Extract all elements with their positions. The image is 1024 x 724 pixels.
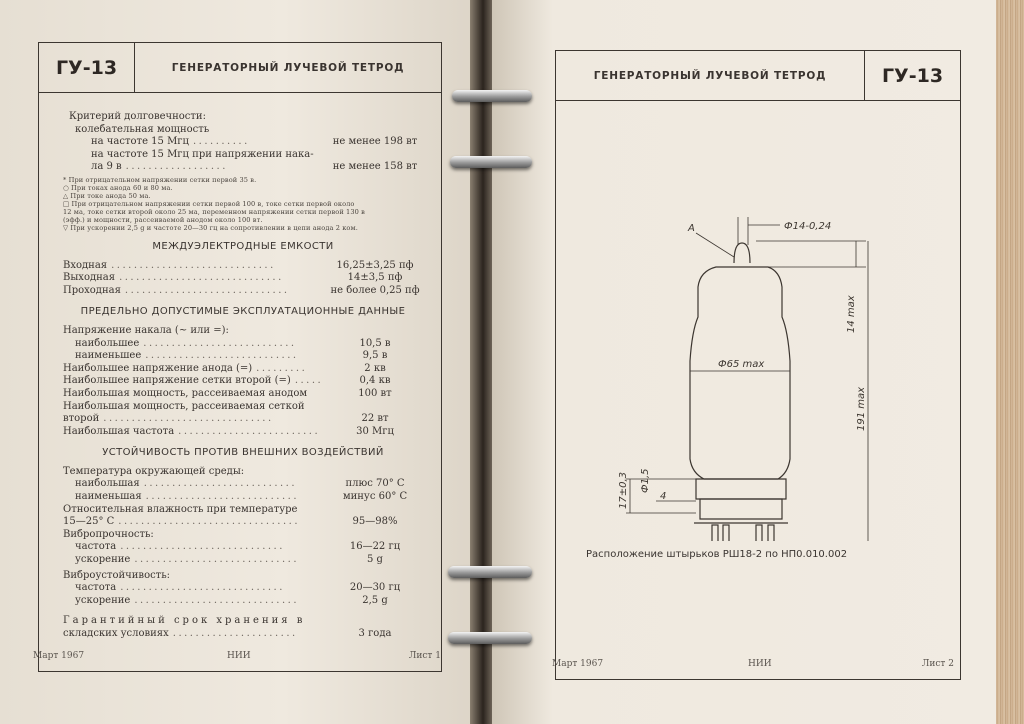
right-footer [552,651,960,671]
footnote: 12 ма, токе сетки второй около 25 ма, переменном напряжении сетки первой 130 в [63,207,365,216]
limit-row: Наибольшее напряжение сетки второй (=) ..... 0,4 кв [63,375,391,387]
left-header [39,43,441,93]
storage-label: Гарантийный срок хранения в [63,615,306,627]
stability-row: складских условиях ...................... 3 года [63,628,392,639]
footer-date: Март 1967 [33,651,85,661]
pin [723,525,729,541]
tube-base [696,479,786,499]
footnote: △ При токе анода 50 ма. [63,191,151,200]
vibration-strength-label: Вибропрочность: [63,528,154,540]
tube-code: ГУ-13 [864,51,960,101]
stability-row: наименьшая ........................... минус 60° С [75,491,408,503]
stability-row: наибольшая ........................... плюс 70° С [75,478,405,490]
dim-cap-label: Ф14-0,24 [784,221,832,232]
stability-row: частота ............................. 16—22 гц [75,541,401,553]
capacitance-row: Проходная ............................. не более 0,25 пф [63,284,420,296]
footnotes [63,176,423,232]
filament-label: Напряжение накала (~ или =): [63,324,229,336]
footnote: □ При отрицательном напряжении сетки первой 100 в, токе сетки первой около [63,199,355,208]
left-content [63,111,423,641]
left-page [0,0,474,724]
dim-base-label: 17±0,3 [618,471,629,509]
stability-heading: УСТОЙЧИВОСТЬ ПРОТИВ ВНЕШНИХ ВОЗДЕЙСТВИЙ [102,447,384,459]
durability-heading: Критерий долговечности: [69,111,206,122]
footnote: (эфф.) и мощности, рассеиваемой анодом около 100 вт. [63,215,263,224]
limit-row: Наибольшее напряжение анода (=) ......... 2 кв [63,362,386,374]
dim-bulb-label: Ф65 max [718,359,765,370]
limit-row: Наибольшая мощность, рассеиваемая анодом 100 вт [63,387,392,399]
dim-four-label: 4 [660,491,667,502]
temp-label: Температура окружающей среды: [63,465,245,477]
stability-row: частота ............................. 20—30 гц [75,582,401,594]
label-a: А [688,223,695,234]
left-footer [33,643,441,663]
footnote: * При отрицательном напряжении сетки первой 35 в. [63,175,257,184]
footnote: ▽ При ускорении 2,5 g и частоте 20—30 гц на сопротивлении в цепи анода 2 ком. [63,223,358,232]
limit-row: наименьшее ........................... 9,5 в [75,350,388,362]
durability-row-1: на частоте 15 Мгц .......... не менее 198 вт [91,136,418,148]
pin-layout-caption: Расположение штырьков РШ18-2 по НП0.010.002 [586,549,848,560]
pin [712,525,718,541]
durability-row-2b: ла 9 в .................. не менее 158 вт [91,161,418,173]
stability-row: 15—25° С ................................ 95—98% [63,516,398,528]
capacitance-heading: МЕЖДУЭЛЕКТРОДНЫЕ ЕМКОСТИ [152,240,334,252]
page-edges [996,0,1024,724]
footer-date: Март 1967 [552,659,604,669]
capacitance-row: Выходная ............................. 14±3,5 пф [63,272,403,284]
footer-sheet: Лист 2 [921,659,954,669]
stability-row: ускорение ............................. 2,5 g [75,594,388,606]
limit-row: наибольшее ........................... 10,5 в [75,337,391,349]
pin [756,525,762,541]
footer-org: НИИ [748,659,772,669]
binder-ring [450,156,532,168]
vibration-resistance-label: Виброустойчивость: [63,569,171,581]
dim-pin-label: Ф1,5 [640,468,651,493]
footer-org: НИИ [227,651,251,661]
right-page-frame [552,50,961,680]
page-title: ГЕНЕРАТОРНЫЙ ЛУЧЕВОЙ ТЕТРОД [593,70,827,82]
durability-row-2a: на частоте 15 Мгц при напряжении нака- [91,148,314,160]
tube-cap [734,243,750,263]
binder-ring [448,632,532,644]
tube-code: ГУ-13 [39,43,135,93]
footnote: ○ При токах анода 60 и 80 ма. [63,183,173,192]
dim-top-label: 14 max [846,295,857,333]
limits-heading: ПРЕДЕЛЬНО ДОПУСТИМЫЕ ЭКСПЛУАТАЦИОННЫЕ ДАННЫЕ [80,306,406,318]
limit-row: Наибольшая частота ......................... 30 Мгц [63,425,394,437]
limit-row: второй .............................. 22 вт [63,413,389,425]
left-page-frame [33,42,442,672]
stability-row: Относительная влажность при температуре [63,503,298,515]
dim-height-label: 191 max [856,386,867,431]
leader-a [696,233,734,257]
tube-outline-drawing [556,101,960,541]
binder-ring [448,566,532,578]
limit-row: Наибольшая мощность, рассеиваемая сеткой [63,400,305,412]
binder-ring [452,90,532,102]
footer-sheet: Лист 1 [408,651,441,661]
pin [768,525,774,541]
right-page [492,0,1000,724]
durability-sub: колебательная мощность [75,123,210,135]
tube-bulb [690,267,790,479]
capacitance-row: Входная ............................. 16,25±3,25 пф [63,259,414,271]
page-title: ГЕНЕРАТОРНЫЙ ЛУЧЕВОЙ ТЕТРОД [171,62,405,74]
right-header [556,51,960,101]
tube-base-ring [700,499,782,519]
stability-row: ускорение ............................. 5 g [75,554,383,566]
